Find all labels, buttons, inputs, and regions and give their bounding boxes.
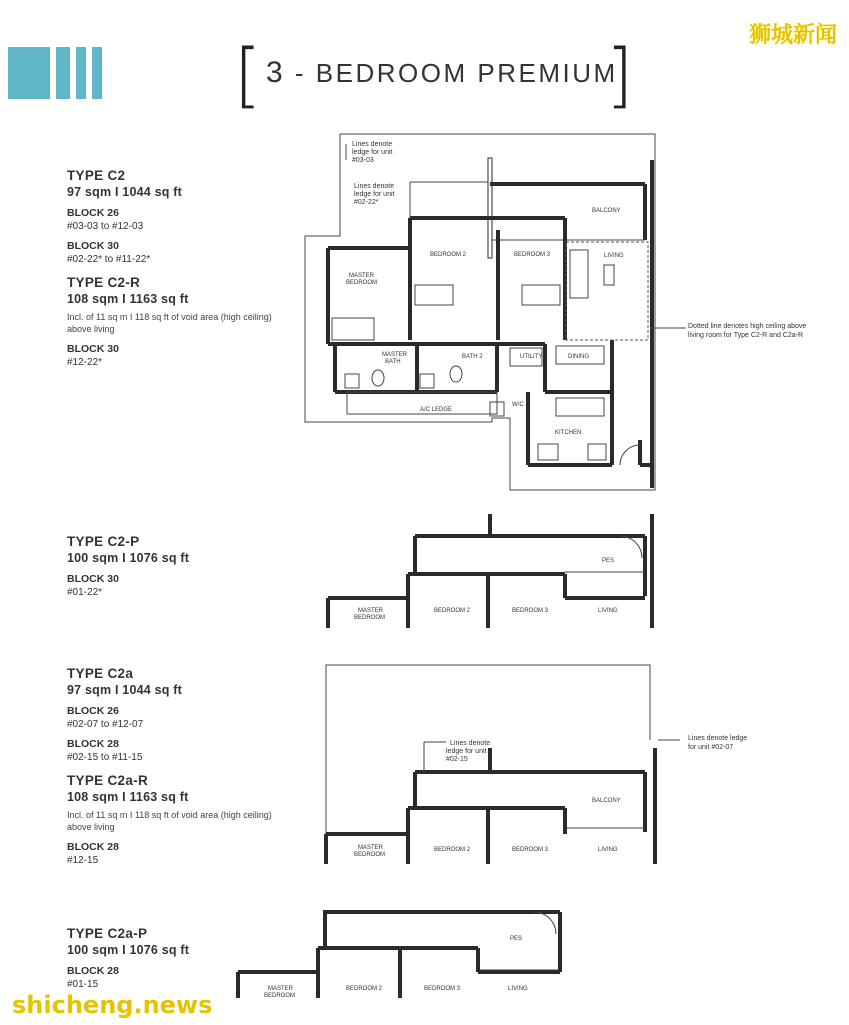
room-master-bedroom-l2: BEDROOM xyxy=(346,280,378,286)
room-bedroom-2: BEDROOM 2 xyxy=(430,252,467,258)
room-master-bedroom-l2: BEDROOM xyxy=(354,852,386,858)
block-label: BLOCK 30 xyxy=(67,240,119,252)
room-pes: PES xyxy=(510,936,523,942)
ledge-note-c2a-1-line1: Lines denote ledge xyxy=(688,735,748,742)
room-bedroom-3: BEDROOM 3 xyxy=(512,608,549,614)
floor-plan-c2p xyxy=(328,514,652,628)
block-units: #02-07 to #12-07 xyxy=(67,719,144,730)
room-bedroom-2: BEDROOM 2 xyxy=(434,608,471,614)
room-bedroom-2: BEDROOM 2 xyxy=(346,986,383,992)
block-units: #03-03 to #12-03 xyxy=(67,221,144,232)
ledge-note-c2a-1-line2: for unit #02-07 xyxy=(688,744,734,751)
block-label: BLOCK 26 xyxy=(67,207,119,219)
title-number: 3 xyxy=(266,56,286,89)
room-bedroom-2: BEDROOM 2 xyxy=(434,847,471,853)
type-area: 97 sqm I 1044 sq ft xyxy=(67,185,182,199)
watermark-bottom-left: shicheng.news xyxy=(12,991,213,1019)
title-text: - BEDROOM PREMIUM xyxy=(294,58,618,88)
room-master-bedroom-l2: BEDROOM xyxy=(354,615,386,621)
block-label: BLOCK 30 xyxy=(67,573,119,585)
room-master-bedroom-l1: MASTER xyxy=(358,608,384,614)
type-name: TYPE C2-P xyxy=(67,534,140,549)
block-label: BLOCK 28 xyxy=(67,841,119,853)
type-area: 108 sqm I 1163 sq ft xyxy=(67,292,189,306)
type-name: TYPE C2 xyxy=(67,168,126,183)
floor-plan-c2a xyxy=(326,665,747,864)
room-living: LIVING xyxy=(598,847,618,853)
ledge-note-1-line1: Lines denote xyxy=(352,141,393,148)
block-units: #01-22* xyxy=(67,587,103,598)
floor-plan-c2 xyxy=(305,134,806,490)
room-balcony: BALCONY xyxy=(592,798,621,804)
block-units: #02-22* to #11-22* xyxy=(67,254,151,265)
room-living: LIVING xyxy=(604,253,624,259)
ledge-note-2-line2: ledge for unit xyxy=(354,191,395,198)
room-bedroom-3: BEDROOM 3 xyxy=(424,986,461,992)
ledge-note-2-line1: Lines denote xyxy=(354,183,395,190)
block-units: #01-15 xyxy=(67,979,99,990)
ledge-note-c2a-2-line1: Lines denote xyxy=(450,740,491,747)
type-name: TYPE C2a xyxy=(67,666,134,681)
void-area-note: Incl. of 11 sq m I 118 sq ft of void area (high ceiling) above living xyxy=(67,810,272,832)
type-name: TYPE C2a-P xyxy=(67,926,148,941)
room-bedroom-3: BEDROOM 3 xyxy=(514,252,551,258)
block-label: BLOCK 28 xyxy=(67,738,119,750)
type-name: TYPE C2-R xyxy=(67,275,141,290)
room-balcony: BALCONY xyxy=(592,208,621,214)
room-bedroom-3: BEDROOM 3 xyxy=(512,847,549,853)
block-units: #12-22* xyxy=(67,357,103,368)
floor-plan-c2ap xyxy=(238,910,560,999)
type-area: 97 sqm I 1044 sq ft xyxy=(67,683,182,697)
type-area: 100 sqm I 1076 sq ft xyxy=(67,943,190,957)
room-master-bedroom-l1: MASTER xyxy=(358,845,384,851)
block-units: #12-15 xyxy=(67,855,99,866)
room-kitchen: KITCHEN xyxy=(555,430,582,436)
ledge-note-1-line2: ledge for unit xyxy=(352,149,393,156)
room-master-bath-l2: BATH xyxy=(385,359,401,365)
block-label: BLOCK 26 xyxy=(67,705,119,717)
room-living: LIVING xyxy=(508,986,528,992)
room-dining: DINING xyxy=(568,354,589,360)
void-area-note: Incl. of 11 sq m I 118 sq ft of void area (high ceiling) above living xyxy=(67,312,272,334)
dotted-note-line2: living room for Type C2-R and C2a-R xyxy=(688,332,804,339)
type-area: 108 sqm I 1163 sq ft xyxy=(67,790,189,804)
block-units: #02-15 to #11-15 xyxy=(67,752,143,763)
block-label: BLOCK 30 xyxy=(67,343,119,355)
ledge-note-c2a-2-line3: #02-15 xyxy=(446,756,468,763)
room-ac-ledge: A/C LEDGE xyxy=(420,407,453,413)
ledge-note-2-line3: #02-22* xyxy=(354,199,379,206)
room-bath-2: BATH 2 xyxy=(462,354,483,360)
type-area: 100 sqm I 1076 sq ft xyxy=(67,551,190,565)
title-bracket-left: [ xyxy=(234,34,262,116)
room-master-bath-l1: MASTER xyxy=(382,352,408,358)
room-wc: W/C xyxy=(512,402,524,408)
room-living: LIVING xyxy=(598,608,618,614)
ledge-note-c2a-2-line2: ledge for unit xyxy=(446,748,487,755)
room-master-bedroom-l1: MASTER xyxy=(349,273,375,279)
type-name: TYPE C2a-R xyxy=(67,773,149,788)
room-pes: PES xyxy=(602,558,615,564)
dotted-note-line1: Dotted line denotes high ceiling above xyxy=(688,323,807,330)
room-master-bedroom-l2: BEDROOM xyxy=(264,993,296,999)
room-utility: UTILITY xyxy=(520,354,543,360)
watermark-top-right: 狮城新闻 xyxy=(748,23,837,48)
title-bracket-right: ] xyxy=(606,34,634,116)
block-label: BLOCK 28 xyxy=(67,965,119,977)
room-master-bedroom-l1: MASTER xyxy=(268,986,294,992)
ledge-note-1-line3: #03-03 xyxy=(352,157,374,164)
